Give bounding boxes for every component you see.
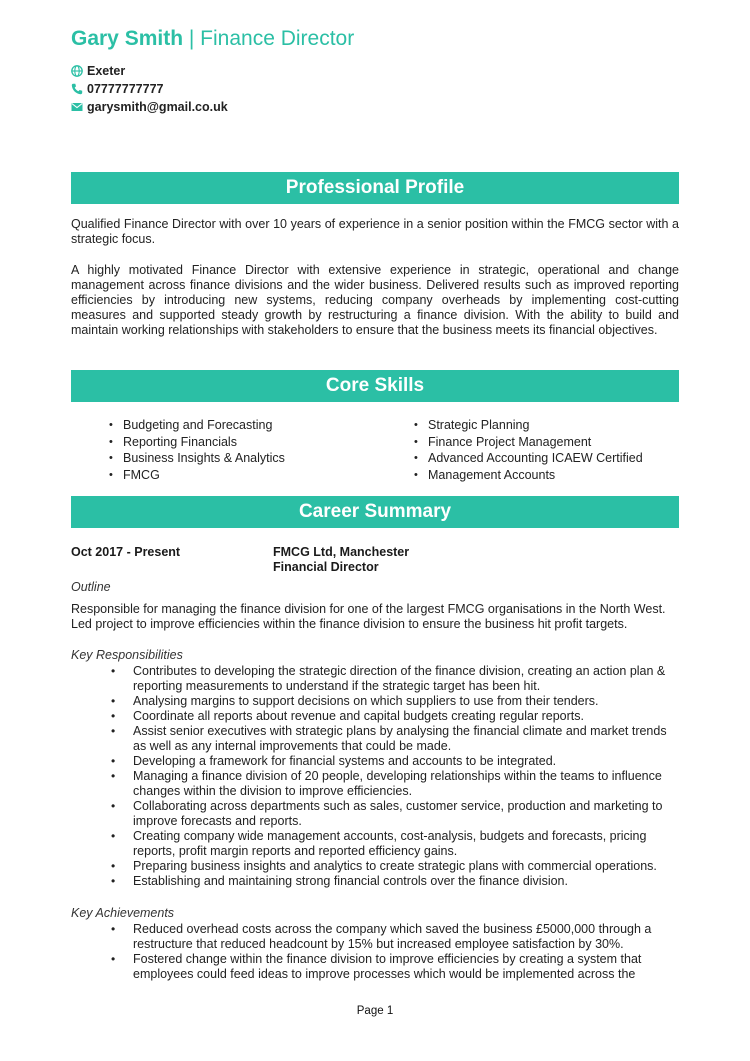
list-item: • Analysing margins to support decisions on which suppliers to use from their tenders. [133, 694, 679, 709]
phone-icon [71, 83, 83, 95]
section-heading-profile: Professional Profile [71, 172, 679, 204]
job-date: Oct 2017 - Present [71, 545, 181, 559]
list-item: • Reduced overhead costs across the company which saved the business £5000,000 through a restructure that reduced headcount by 15% but increased employee satisfaction by 30%. [133, 922, 679, 952]
responsibilities-list [133, 664, 679, 889]
skill-item: • Budgeting and Forecasting [109, 418, 414, 434]
list-item: • Fostered change within the finance division to improve efficiencies by creating a system that employees could feed ideas to improve processes which would be implemented across the [133, 952, 679, 982]
profile-paragraph-1: Qualified Finance Director with over 10 years of experience in a senior position within the FMCG sector with a strategic focus. [71, 217, 679, 246]
phone-text[interactable]: 07777777777 [87, 82, 164, 96]
location-text: Exeter [87, 64, 126, 78]
list-item: • Assist senior executives with strategic plans by analysing the financial climate and market trends as well as any internal improvements that could be made. [133, 724, 679, 754]
outline-text: Responsible for managing the finance division for one of the largest FMCG organisations in the North West. Led project to improve efficiencies within the finance division to ensure the business hit profit targets. [71, 602, 666, 631]
skill-item: • Advanced Accounting ICAEW Certified [414, 451, 674, 467]
list-item: • Developing a framework for financial systems and accounts to be integrated. [133, 754, 679, 769]
list-item: • Coordinate all reports about revenue and capital budgets creating regular reports. [133, 709, 679, 724]
page-number: Page 1 [356, 1005, 394, 1017]
envelope-icon [71, 101, 83, 113]
job-company-role [273, 545, 409, 575]
profile-paragraph-2: A highly motivated Finance Director with extensive experience in strategic, operational and change management across finance divisions and the wider business. Delivered results such as improved reporting efficiencies by introducing new systems, reducing company overheads by implementing cost-cutting measures and supported steady growth by restructuring a finance division. With the ability to build and maintain working relationships with stakeholders to ensure that the business meets its financial objectives. [71, 263, 679, 337]
contact-phone [71, 82, 163, 96]
achievements-list [133, 922, 679, 982]
title-separator: | [183, 27, 201, 50]
outline-label: Outline [71, 580, 111, 594]
skill-item: • FMCG [109, 468, 414, 484]
responsibilities-label: Key Responsibilities [71, 648, 183, 662]
globe-icon [71, 65, 83, 77]
section-heading-skills: Core Skills [71, 370, 679, 402]
list-item: • Creating company wide management accounts, cost-analysis, budgets and forecasts, pricing reports, profit margin reports and reported efficiency gains. [133, 829, 679, 859]
skill-item: • Management Accounts [414, 468, 674, 484]
skill-item: • Reporting Financials [109, 435, 414, 451]
name-title [71, 27, 354, 51]
achievements-label: Key Achievements [71, 906, 175, 920]
section-heading-career: Career Summary [71, 496, 679, 528]
job-company: FMCG Ltd, Manchester [273, 545, 410, 559]
candidate-name: Gary Smith [71, 27, 184, 50]
job-role: Financial Director [273, 560, 379, 574]
list-item: • Preparing business insights and analytics to create strategic plans with commercial operations. [133, 859, 679, 874]
job-title: Finance Director [200, 27, 355, 50]
email-text[interactable]: garysmith@gmail.co.uk [87, 100, 228, 114]
contact-email [71, 100, 228, 114]
list-item: • Contributes to developing the strategic direction of the finance division, creating an action plan & reporting measurements to understand if the strategic target has been hit. [133, 664, 679, 694]
list-item: • Establishing and maintaining strong financial controls over the finance division. [133, 874, 679, 889]
skill-item: • Business Insights & Analytics [109, 451, 414, 467]
list-item: • Collaborating across departments such as sales, customer service, production and marketing to improve forecasts and reports. [133, 799, 679, 829]
skill-item: • Strategic Planning [414, 418, 674, 434]
skills-list [109, 418, 679, 484]
list-item: • Managing a finance division of 20 people, developing relationships within the teams to influence changes within the division to improve efficiencies. [133, 769, 679, 799]
contact-location [71, 64, 125, 78]
skill-item: • Finance Project Management [414, 435, 674, 451]
